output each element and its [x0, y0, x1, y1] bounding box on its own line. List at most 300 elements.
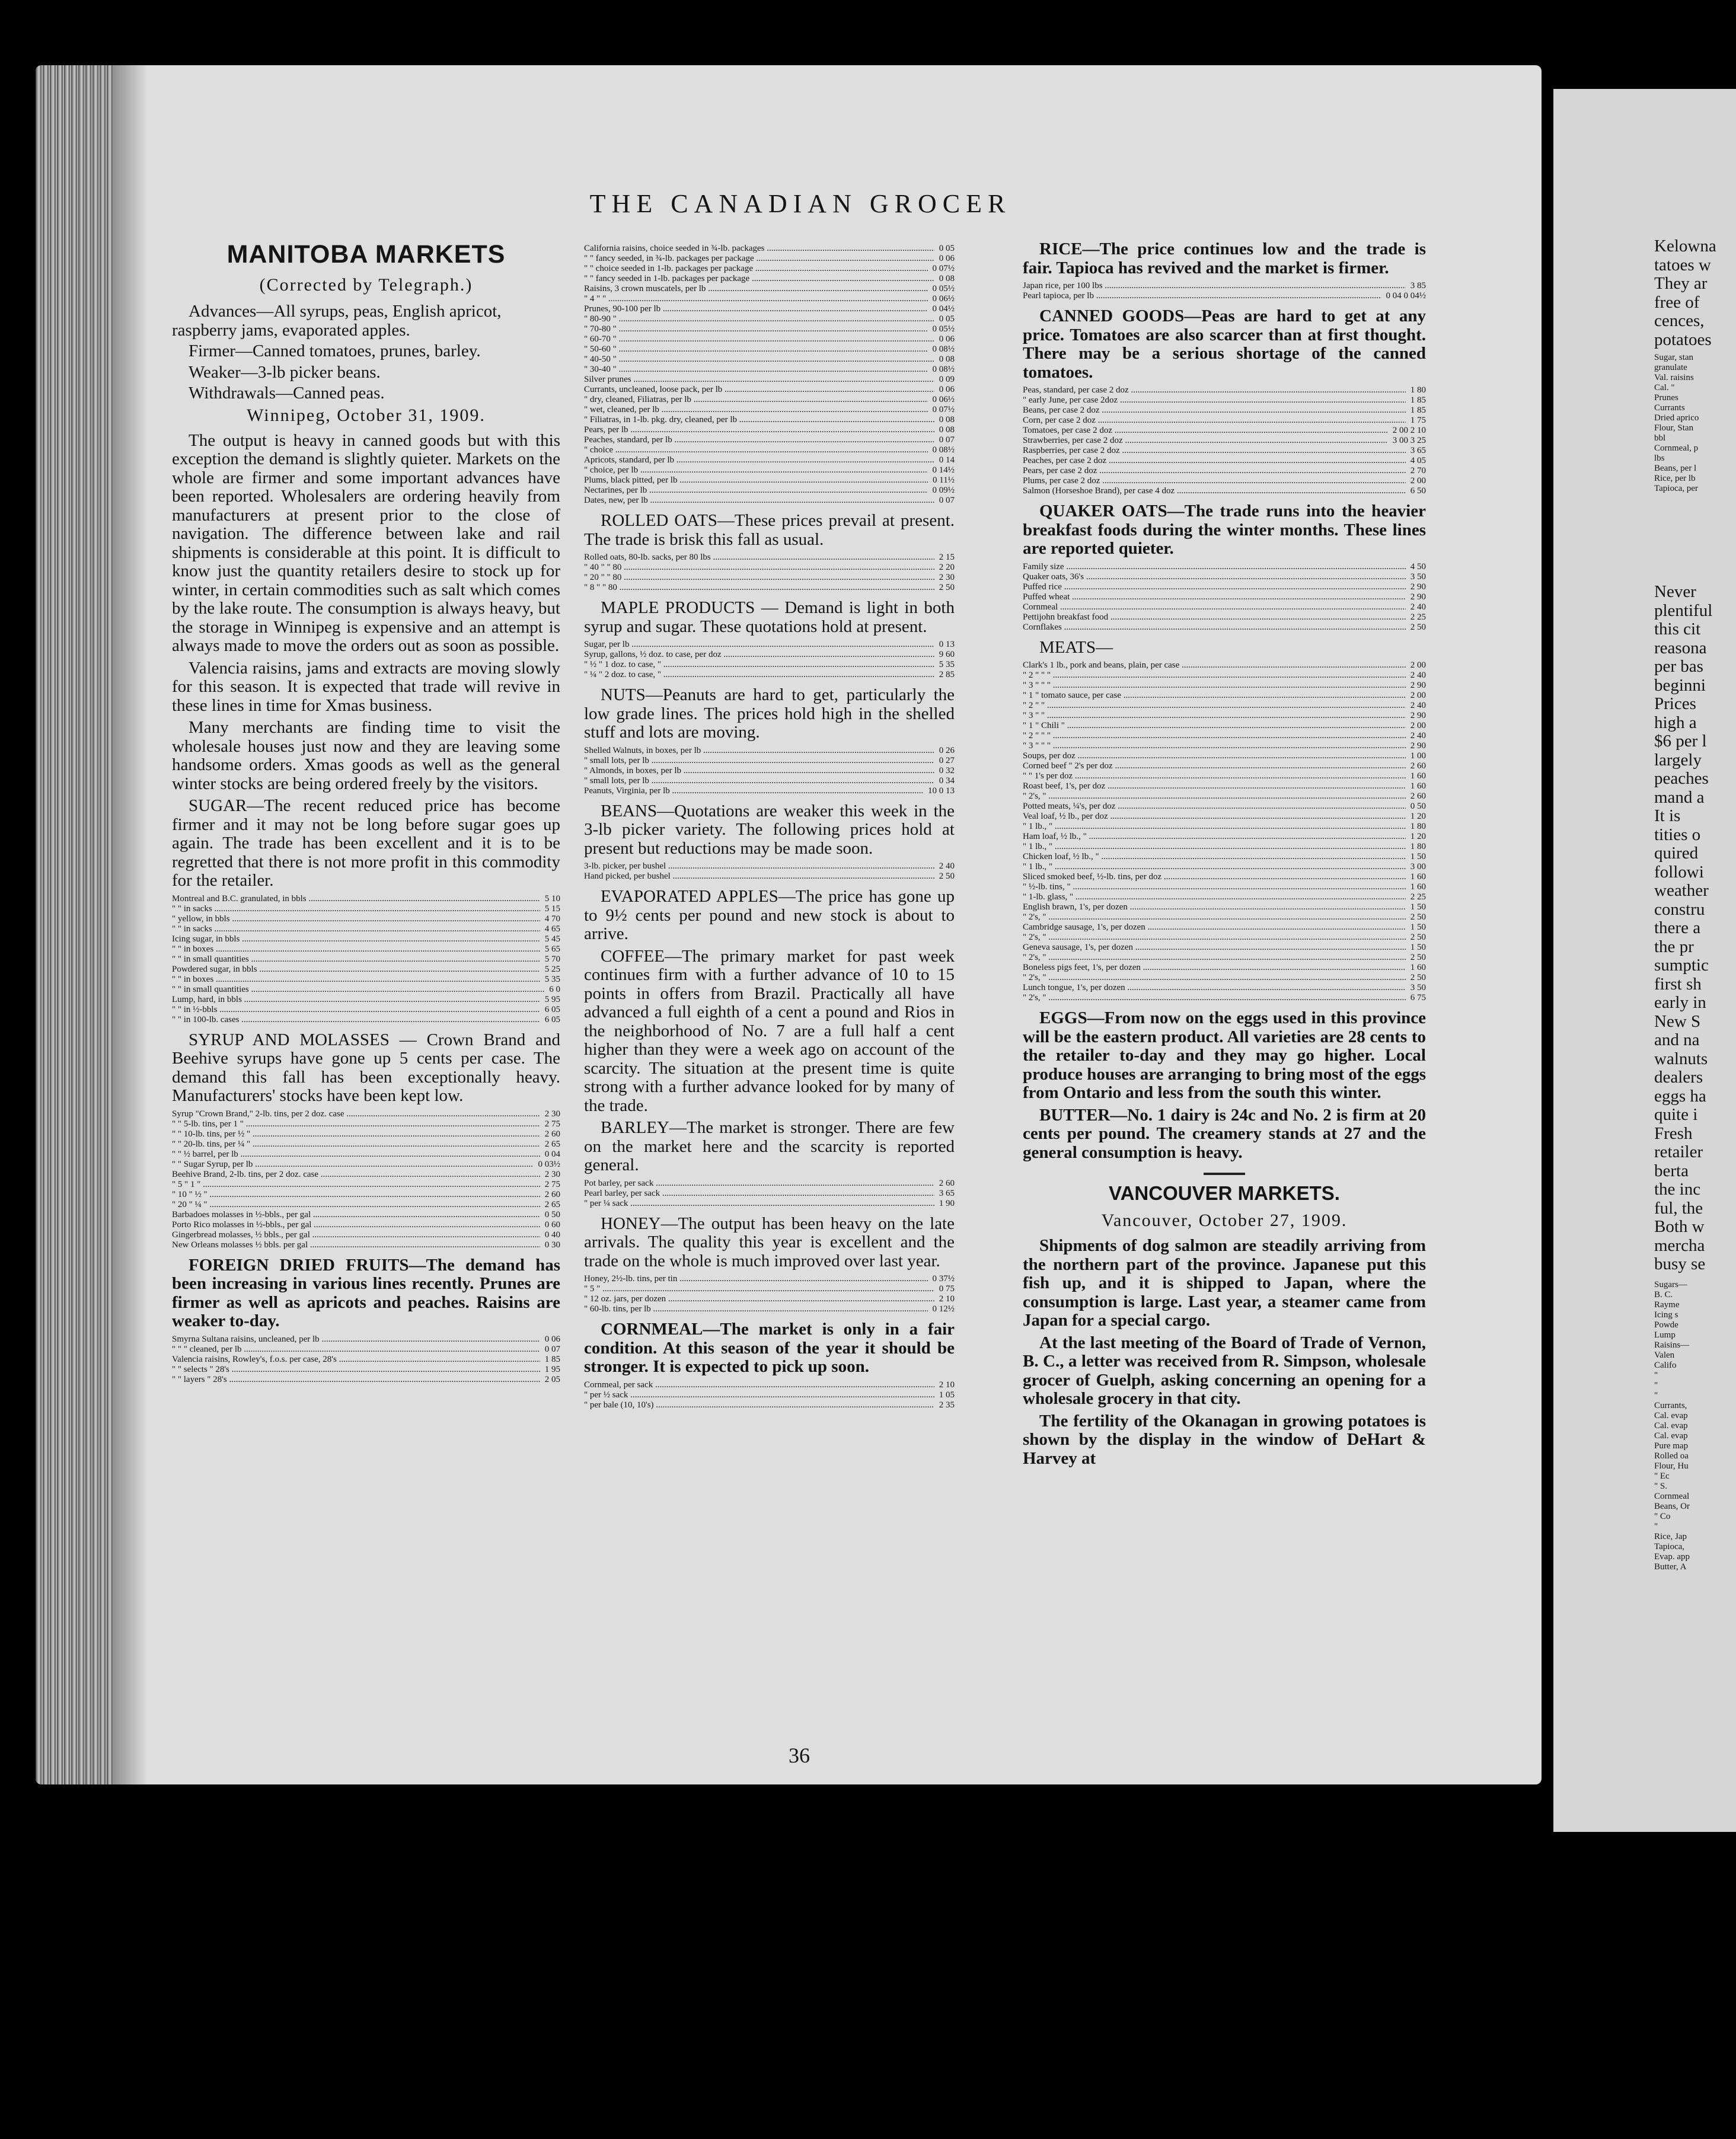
price-item: Cornflakes .....	[1023, 622, 1406, 633]
price-item: Raspberries, per case 2 doz .....	[1023, 446, 1406, 456]
price-value: 2 50	[939, 583, 955, 592]
meats-price-table	[1023, 660, 1426, 1003]
meats-heading: MEATS—	[1039, 637, 1113, 657]
text-line: there a	[1654, 918, 1701, 937]
price-value: 0 04 0 04½	[1386, 291, 1426, 301]
price-value: 3 85	[1410, 281, 1426, 290]
price-item: " 2 " " " .....	[1023, 671, 1406, 681]
text-line: potatoes	[1654, 330, 1712, 349]
text-line: Sugars—	[1654, 1279, 1687, 1289]
column-2	[584, 240, 955, 1416]
price-value: 1 75	[1410, 416, 1426, 425]
price-item: " dry, cleaned, Filiatras, per lb .....	[584, 395, 928, 405]
price-item: " " choice seeded in 1-lb. packages per package .....	[584, 264, 928, 274]
price-item: " small lots, per lb .....	[584, 756, 934, 766]
page-number: 36	[789, 1744, 810, 1767]
price-item: Roast beef, 1's, per doz .....	[1023, 781, 1406, 791]
text-line: Tapioca,	[1654, 1541, 1685, 1551]
summary-weaker: Weaker—3-lb picker beans.	[189, 362, 381, 382]
price-item: Raisins, 3 crown muscatels, per lb .....	[584, 284, 928, 294]
price-value: 2 00 2 10	[1392, 426, 1426, 435]
gutter-shadow	[113, 65, 148, 1784]
price-item: Pears, per case 2 doz .....	[1023, 466, 1406, 476]
price-row	[584, 274, 955, 284]
text-line: Lump	[1654, 1330, 1676, 1340]
price-value: 2 00	[1410, 691, 1426, 700]
price-row	[1023, 456, 1426, 466]
price-item: Family size .....	[1023, 562, 1406, 572]
text-line: Tapioca, per	[1654, 484, 1698, 493]
price-item: " 1 " Chili " .....	[1023, 721, 1406, 731]
price-value: 2 60	[544, 1129, 560, 1139]
price-row	[1023, 406, 1426, 416]
text-line: plentiful	[1654, 601, 1713, 620]
price-row	[584, 746, 955, 756]
price-row	[172, 1015, 560, 1025]
summary-withdrawals: Withdrawals—Canned peas.	[189, 384, 385, 403]
price-row	[172, 954, 560, 965]
intro-paragraph: The output is heavy in canned goods but with this exception the demand is slightly quieter. Markets on the whole are firmer and some important advances have been reported. Wholesalers are ordering heavily from manufacturers at present prior to the close of navigation. The difference between lake and rail shipments is considerable at this point. It is difficult to know just the quantity retailers desire to stock up for winter, in certain commodities such as salt which comes by the lake route. The consumption is always heavy, but the storage in Winnipeg is expensive and an attempt is always made to move the orders out as soon as possible.	[172, 430, 560, 655]
price-item: Apricots, standard, per lb .....	[584, 455, 934, 465]
price-value: 0 08	[939, 274, 955, 283]
price-row	[584, 573, 955, 583]
price-item: " " layers " 28's .....	[172, 1375, 540, 1385]
text-line: free of	[1654, 292, 1700, 312]
price-value: 2 90	[1410, 741, 1426, 751]
price-value: 6 0	[549, 984, 560, 994]
price-item: " " 10-lb. tins, per ½ " .....	[172, 1129, 540, 1139]
price-value: 3 65	[939, 1188, 955, 1198]
price-item: Dates, new, per lb .....	[584, 496, 934, 506]
price-item: " 1 lb., " .....	[1023, 862, 1406, 872]
rice-price-table	[1023, 281, 1426, 301]
price-item: " wet, cleaned, per lb .....	[584, 405, 928, 415]
price-item: Quaker oats, 36's .....	[1023, 572, 1406, 582]
text-line: " Co	[1654, 1511, 1671, 1521]
winnipeg-dateline: Winnipeg, October 31, 1909.	[247, 405, 486, 425]
price-item: " 20 " ¼ " .....	[172, 1200, 540, 1210]
price-row	[584, 284, 955, 294]
price-value: 2 30	[939, 573, 955, 582]
price-row	[584, 415, 955, 425]
price-item: " ¼ " 2 doz. to case, " .....	[584, 670, 934, 680]
price-value: 1 95	[544, 1364, 560, 1374]
price-item: Pears, per lb .....	[584, 425, 934, 435]
price-row	[1023, 291, 1426, 301]
price-value: 2 40	[1410, 602, 1426, 612]
price-item: " " fancy seeded in 1-lb. packages per package .....	[584, 274, 934, 284]
price-value: 6 75	[1410, 993, 1426, 1003]
rice-paragraph: RICE—The price continues low and the trade is fair. Tapioca has revived and the market is firmer.	[1023, 240, 1426, 277]
price-value: 1 80	[1410, 385, 1426, 395]
price-item: Clark's 1 lb., pork and beans, plain, per case .....	[1023, 660, 1406, 671]
price-item: Peanuts, Virginia, per lb .....	[584, 786, 923, 796]
price-item: " Filiatras, in 1-lb. pkg. dry, cleaned, per lb .....	[584, 415, 934, 425]
price-item: " " selects " 28's .....	[172, 1365, 540, 1375]
price-row	[172, 1335, 560, 1345]
price-item: California raisins, choice seeded in ¾-lb. packages .....	[584, 244, 934, 254]
summary-firmer: Firmer—Canned tomatoes, prunes, barley.	[189, 341, 481, 360]
price-row	[1023, 436, 1426, 446]
price-value: 1 60	[1410, 872, 1426, 882]
price-row	[584, 1390, 955, 1400]
text-line: granulate	[1654, 363, 1687, 372]
price-row	[1023, 912, 1426, 922]
price-row	[1023, 781, 1426, 791]
price-row	[172, 1230, 560, 1240]
foreign-fruits-price-table	[172, 1335, 560, 1385]
price-value: 2 10	[939, 1380, 955, 1390]
vancouver-paragraph: Shipments of dog salmon are steadily arriving from the northern part of the province. Japanese put this fish up, and it is shipped to Japan, where the consumption is large. Last year, a steamer came from Japan for a special cargo.	[1023, 1236, 1426, 1330]
next-page-list-2	[1553, 1280, 1736, 1572]
price-value: 10 0 13	[928, 786, 955, 796]
price-value: 1 50	[1410, 922, 1426, 932]
price-row	[1023, 953, 1426, 963]
price-item: " per ½ sack .....	[584, 1390, 934, 1400]
price-value: 1 60	[1410, 882, 1426, 892]
price-row	[584, 1179, 955, 1189]
price-item: Currants, uncleaned, loose pack, per lb .....	[584, 385, 934, 395]
summary-advances: Advances—All syrups, peas, English apricot, raspberry jams, evaporated apples.	[172, 302, 502, 340]
syrup-price-table	[172, 1109, 560, 1250]
text-line: Beans, per l	[1654, 464, 1697, 473]
price-item: " Almonds, in boxes, per lb .....	[584, 766, 934, 776]
price-row	[1023, 822, 1426, 832]
text-line: Butter, A	[1654, 1562, 1687, 1572]
price-value: 0 11½	[933, 475, 955, 485]
price-row	[584, 496, 955, 506]
text-line: quired	[1654, 844, 1699, 863]
price-row	[1023, 791, 1426, 802]
price-row	[1023, 741, 1426, 751]
price-item: " 1-lb. glass, " .....	[1023, 892, 1406, 902]
text-line: Val. raisins	[1654, 373, 1694, 382]
price-item: " choice .....	[584, 445, 928, 455]
price-value: 1 80	[1410, 822, 1426, 831]
text-line: Powde	[1654, 1320, 1678, 1330]
price-row	[1023, 281, 1426, 291]
price-item: " 70-80 " .....	[584, 324, 928, 334]
price-value: 2 60	[1410, 761, 1426, 771]
price-value: 1 80	[1410, 842, 1426, 851]
price-row	[584, 314, 955, 324]
text-line: dealers	[1654, 1068, 1703, 1087]
price-item: " " in 100-lb. cases .....	[172, 1015, 540, 1025]
price-row	[172, 1150, 560, 1160]
price-row	[1023, 993, 1426, 1003]
price-value: 0 75	[939, 1284, 955, 1294]
price-value: 0 06½	[932, 395, 955, 404]
price-item: Honey, 2½-lb. tins, per tin .....	[584, 1274, 928, 1284]
price-value: 2 15	[939, 553, 955, 562]
price-row	[1023, 731, 1426, 741]
text-line: Prices	[1654, 694, 1696, 713]
price-row	[172, 934, 560, 944]
price-item: " " " cleaned, per lb .....	[172, 1345, 540, 1355]
price-item: Boneless pigs feet, 1's, per dozen .....	[1023, 963, 1406, 973]
price-value: 0 05½	[932, 324, 955, 334]
price-row	[1023, 486, 1426, 496]
price-row	[584, 786, 955, 796]
price-row	[1023, 862, 1426, 872]
price-value: 2 00	[1410, 660, 1426, 670]
text-line: mand a	[1654, 787, 1705, 807]
next-page-top-lines	[1553, 237, 1736, 349]
text-line: It is	[1654, 806, 1681, 825]
price-item: " " fancy seeded, in ¾-lb. packages per package .....	[584, 254, 934, 264]
price-item: Soups, per doz .....	[1023, 751, 1406, 761]
price-item: " 60-lb. tins, per lb .....	[584, 1304, 928, 1314]
text-line: Rice, Jap	[1654, 1531, 1687, 1541]
price-item: Beehive Brand, 2-lb. tins, per 2 doz. case .....	[172, 1170, 540, 1180]
text-line: the inc	[1654, 1180, 1701, 1199]
price-value: 0 27	[939, 755, 955, 765]
price-value: 1 60	[1410, 781, 1426, 791]
price-row	[584, 465, 955, 475]
price-item: " 40 " " 80 .....	[584, 563, 934, 573]
price-row	[172, 1119, 560, 1129]
text-line: Prunes	[1654, 393, 1678, 403]
text-line: this cit	[1654, 620, 1701, 638]
price-row	[584, 294, 955, 304]
text-line: Cal. "	[1654, 383, 1675, 392]
price-row	[584, 1199, 955, 1209]
price-item: Plums, per case 2 doz .....	[1023, 476, 1406, 486]
price-item: Strawberries, per case 2 doz .....	[1023, 436, 1388, 446]
price-row	[172, 1355, 560, 1365]
price-row	[1023, 882, 1426, 892]
price-value: 6 50	[1410, 486, 1426, 496]
text-line: Flour, Stan	[1654, 423, 1694, 433]
price-value: 0 14½	[932, 465, 955, 475]
text-line: busy se	[1654, 1254, 1706, 1273]
price-item: Ham loaf, ½ lb., " .....	[1023, 832, 1406, 842]
price-value: 2 70	[1410, 466, 1426, 475]
price-value: 6 05	[544, 1014, 560, 1024]
vancouver-dateline: Vancouver, October 27, 1909.	[1101, 1211, 1348, 1230]
price-row	[1023, 612, 1426, 622]
price-value: 0 05	[939, 314, 955, 324]
text-line: weather	[1654, 881, 1709, 900]
price-item: " 30-40 " .....	[584, 365, 928, 375]
text-line: Rayme	[1654, 1300, 1680, 1310]
text-line: sumptic	[1654, 956, 1709, 975]
text-line: Beans, Or	[1654, 1501, 1690, 1511]
book-binding	[36, 65, 113, 1784]
price-row	[1023, 426, 1426, 436]
price-row	[172, 1129, 560, 1139]
price-item: Pearl barley, per sack .....	[584, 1189, 934, 1199]
price-value: 2 30	[544, 1109, 560, 1119]
price-value: 2 00	[1410, 476, 1426, 486]
price-value: 0 07	[939, 435, 955, 445]
price-item: Icing sugar, in bbls .....	[172, 934, 540, 944]
price-item: Lump, hard, in bbls .....	[172, 995, 540, 1005]
eggs-paragraph: EGGS—From now on the eggs used in this province will be the eastern product. All varieties are 28 cents to the retailer to-day and they may go higher. Local produce houses are arranging to bring most of the eggs from Ontario and less from the south this winter.	[1023, 1008, 1426, 1102]
price-row	[584, 583, 955, 593]
text-line: Evap. app	[1654, 1551, 1690, 1562]
price-row	[584, 385, 955, 395]
price-value: 2 20	[939, 563, 955, 572]
price-value: 0 05½	[932, 284, 955, 293]
price-item: Japan rice, per 100 lbs .....	[1023, 281, 1406, 291]
text-line: "	[1654, 1370, 1658, 1380]
vancouver-title: VANCOUVER MARKETS.	[1109, 1182, 1340, 1204]
price-item: Tomatoes, per case 2 doz .....	[1023, 426, 1388, 436]
price-row	[584, 1304, 955, 1314]
price-row	[1023, 933, 1426, 943]
price-value: 0 40	[544, 1230, 560, 1240]
price-row	[1023, 691, 1426, 701]
price-value: 0 06	[939, 385, 955, 394]
price-item: " 3 " " .....	[1023, 711, 1406, 721]
price-value: 5 15	[544, 904, 560, 914]
price-row	[1023, 761, 1426, 771]
price-row	[172, 1190, 560, 1200]
price-value: 2 40	[939, 861, 955, 871]
price-item: " " 1's per doz .....	[1023, 771, 1406, 781]
price-value: 2 50	[1410, 912, 1426, 922]
price-row	[1023, 592, 1426, 602]
text-line: Fresh	[1654, 1123, 1693, 1143]
price-value: 1 05	[939, 1390, 955, 1400]
price-value: 5 10	[544, 893, 560, 904]
text-line: quite i	[1654, 1105, 1698, 1124]
price-item: " 60-70 " .....	[584, 334, 934, 344]
price-item: " small lots, per lb .....	[584, 776, 934, 786]
vancouver-paragraph: The fertility of the Okanagan in growing potatoes is shown by the display in the window of DeHart & Harvey at	[1023, 1411, 1426, 1468]
price-value: 3 65	[1410, 446, 1426, 455]
price-row	[584, 871, 955, 882]
price-value: 1 85	[544, 1354, 560, 1364]
price-row	[584, 304, 955, 314]
price-value: 2 90	[1410, 582, 1426, 592]
text-line: Icing s	[1654, 1310, 1678, 1320]
text-line: reasona	[1654, 638, 1707, 657]
price-value: 2 50	[1410, 933, 1426, 942]
text-line: cences,	[1654, 311, 1705, 330]
price-item: " " in sacks .....	[172, 904, 540, 914]
text-line: B. C.	[1654, 1289, 1673, 1300]
price-row	[1023, 973, 1426, 983]
price-item: " per bale (10, 10's) .....	[584, 1400, 934, 1410]
text-line: ful, the	[1654, 1198, 1703, 1218]
price-value: 9 60	[939, 650, 955, 659]
price-row	[584, 355, 955, 365]
intro-paragraph: Valencia raisins, jams and extracts are moving slowly for this season. It is expected that trade will revive in these lines in time for Xmas business.	[172, 658, 560, 715]
price-row	[1023, 802, 1426, 812]
price-item: Prunes, 90-100 per lb .....	[584, 304, 928, 314]
price-value: 2 60	[1410, 791, 1426, 801]
price-item: " " in small quantities .....	[172, 954, 540, 965]
price-row	[172, 995, 560, 1005]
price-item: " 1 lb., " .....	[1023, 822, 1406, 832]
text-line: They ar	[1654, 274, 1708, 293]
price-value: 0 06	[544, 1334, 560, 1344]
price-value: 0 08½	[932, 445, 955, 455]
price-value: 0 14	[939, 455, 955, 465]
price-row	[584, 486, 955, 496]
price-value: 0 13	[939, 640, 955, 649]
price-value: 5 45	[544, 934, 560, 944]
barley-paragraph: BARLEY—The market is stronger. There are few on the market here and the scarcity is reported general.	[584, 1118, 955, 1174]
price-item: Veal loaf, ½ lb., per doz .....	[1023, 812, 1406, 822]
price-row	[172, 1240, 560, 1250]
price-value: 2 65	[544, 1139, 560, 1149]
price-item: Corn, per case 2 doz .....	[1023, 416, 1406, 426]
price-item: " 5 " 1 " .....	[172, 1180, 540, 1190]
text-line: retailer	[1654, 1142, 1703, 1161]
text-line: early in	[1654, 993, 1706, 1012]
price-row	[1023, 943, 1426, 953]
price-value: 2 90	[1410, 711, 1426, 720]
evaporated-apples-paragraph: EVAPORATED APPLES—The price has gone up to 9½ cents per pound and new stock is about to arrive.	[584, 887, 955, 943]
price-value: 2 00	[1410, 721, 1426, 730]
price-value: 0 60	[544, 1219, 560, 1230]
text-line: "	[1654, 1390, 1658, 1400]
price-value: 2 85	[939, 670, 955, 679]
price-row	[584, 475, 955, 486]
price-value: 0 08	[939, 425, 955, 435]
nuts-price-table	[584, 746, 955, 796]
price-value: 2 50	[1410, 973, 1426, 982]
price-value: 0 08	[939, 355, 955, 364]
price-row	[584, 264, 955, 274]
price-value: 0 07½	[932, 405, 955, 414]
barley-price-table	[584, 1179, 955, 1209]
text-line: peaches	[1654, 769, 1709, 788]
price-row	[1023, 446, 1426, 456]
price-value: 1 90	[939, 1198, 955, 1208]
price-row	[172, 1005, 560, 1015]
price-row	[1023, 922, 1426, 933]
price-row	[1023, 572, 1426, 582]
section-rule	[1204, 1173, 1245, 1175]
price-row	[584, 1284, 955, 1294]
price-value: 2 65	[544, 1199, 560, 1209]
price-item: Shelled Walnuts, in boxes, per lb .....	[584, 746, 934, 756]
text-line: walnuts	[1654, 1049, 1708, 1068]
butter-paragraph: BUTTER—No. 1 dairy is 24c and No. 2 is firm at 20 cents per pound. The creamery stands at 27 and the general consumption is heavy.	[1023, 1105, 1426, 1162]
price-item: Barbadoes molasses in ½-bbls., per gal .....	[172, 1210, 540, 1220]
price-value: 0 30	[544, 1240, 560, 1250]
price-row	[584, 395, 955, 405]
price-item: 3-lb. picker, per bushel .....	[584, 861, 934, 871]
text-line: Currants,	[1654, 1400, 1687, 1410]
price-item: " 10 " ½ " .....	[172, 1190, 540, 1200]
price-value: 0 50	[1410, 802, 1426, 811]
text-line: $6 per l	[1654, 732, 1707, 751]
price-row	[584, 334, 955, 344]
column-3	[1023, 240, 1426, 1471]
price-row	[172, 1375, 560, 1385]
price-row	[1023, 812, 1426, 822]
price-item: Peaches, per case 2 doz .....	[1023, 456, 1406, 466]
price-item: " 2 " " .....	[1023, 701, 1406, 711]
price-value: 4 05	[1410, 456, 1426, 465]
price-row	[1023, 476, 1426, 486]
price-row	[584, 405, 955, 415]
price-row	[584, 756, 955, 766]
price-item: Peaches, standard, per lb .....	[584, 435, 934, 445]
price-value: 3 00 3 25	[1392, 436, 1426, 445]
text-line: berta	[1654, 1161, 1689, 1180]
text-line: "	[1654, 1521, 1658, 1531]
price-item: " yellow, in bbls .....	[172, 914, 540, 924]
price-row	[1023, 562, 1426, 572]
price-item: " 2's, " .....	[1023, 993, 1406, 1003]
price-row	[172, 975, 560, 985]
